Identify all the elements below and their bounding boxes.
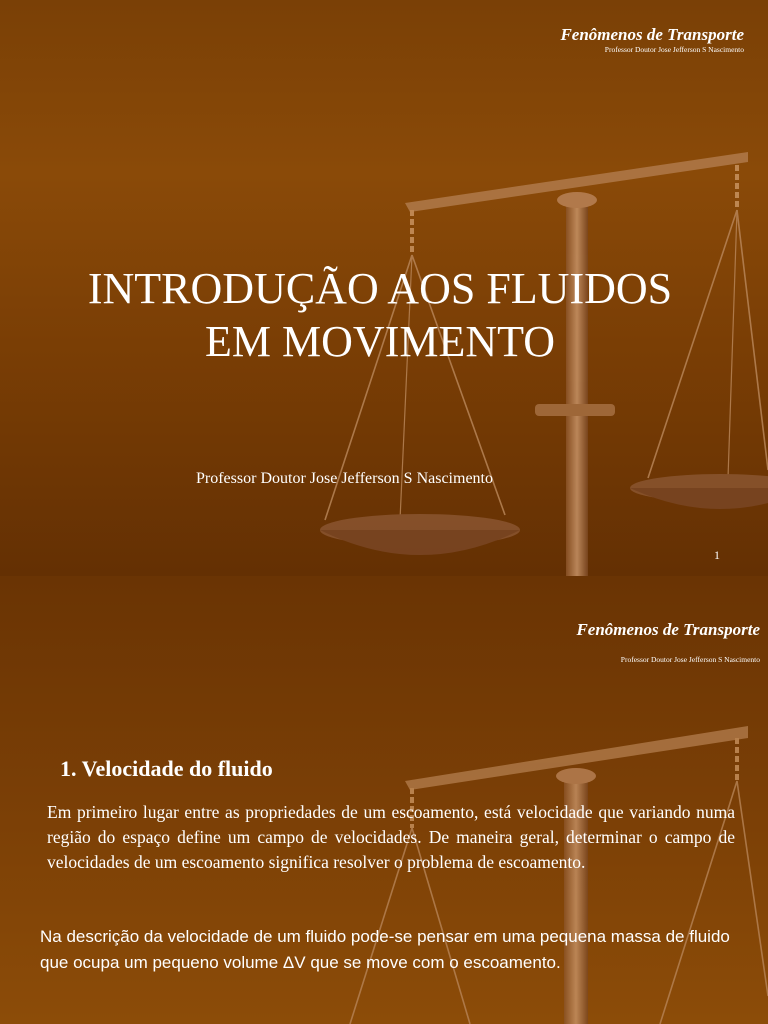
course-title: Fenômenos de Transporte	[560, 25, 744, 44]
paragraph-velocity-field: Em primeiro lugar entre as propriedades de um escoamento, está velocidade que variando numa região do espaço define um campo de velocidades. De maneira geral, determinar o campo de velocidades de um escoamento significa resolver o problema de escoamento.	[47, 802, 735, 872]
author-name: Professor Doutor Jose Jefferson S Nascimento	[196, 470, 493, 487]
paragraph-fluid-mass: Na descrição da velocidade de um fluido pode-se pensar em uma pequena massa de fluido que ocupa um pequeno volume ΔV que se move com o escoamento.	[40, 927, 730, 972]
professor-caption: Professor Doutor Jose Jefferson S Nascimento	[620, 655, 760, 664]
professor-caption: Professor Doutor Jose Jefferson S Nascimento	[604, 45, 744, 54]
section-heading: 1. Velocidade do fluido	[60, 756, 273, 781]
course-title: Fenômenos de Transporte	[576, 620, 760, 639]
title-line-2: EM MOVIMENTO	[205, 317, 555, 366]
slide-title	[40, 262, 720, 368]
title-line-1: INTRODUÇÃO AOS FLUIDOS	[87, 264, 673, 313]
page-number: 1	[714, 548, 720, 562]
